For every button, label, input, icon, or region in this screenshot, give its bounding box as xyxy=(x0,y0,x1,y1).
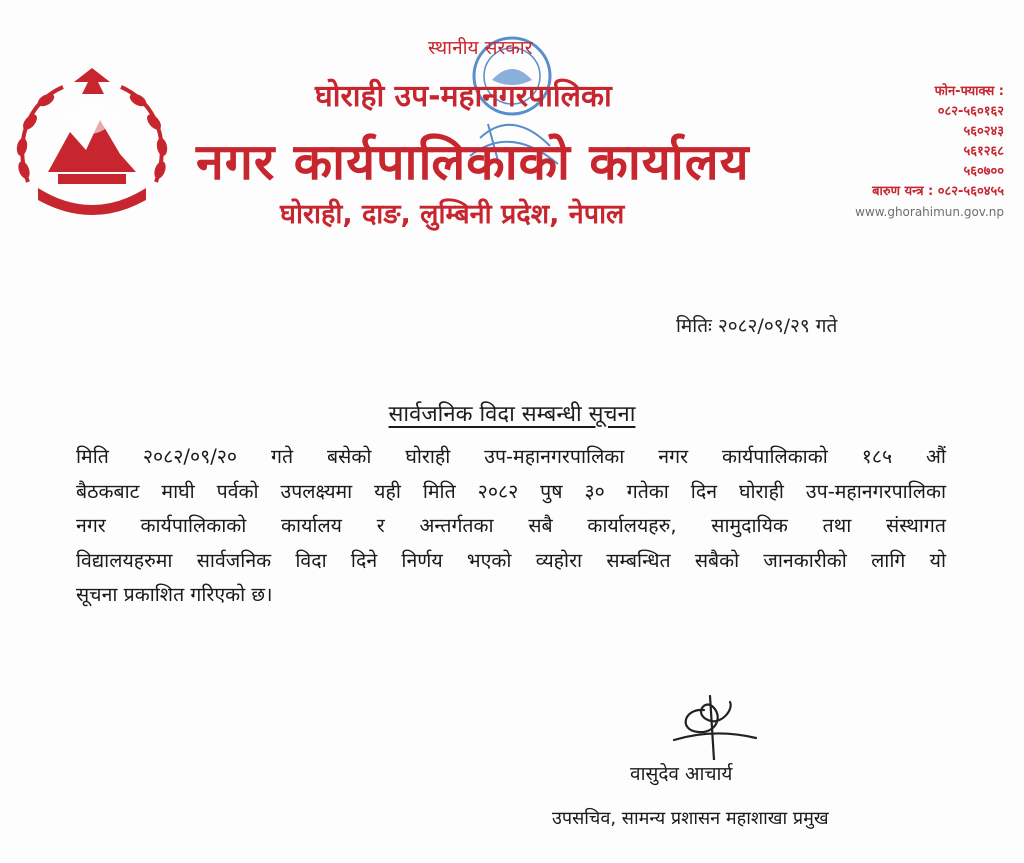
municipality-name: घोराही उप-महानगरपालिका xyxy=(315,79,612,114)
notice-title xyxy=(0,398,1024,428)
office-address: घोराही, दाङ, लुम्बिनी प्रदेश, नेपाल xyxy=(280,199,625,230)
notice-line: विद्यालयहरुमा सार्वजनिक विदा दिने निर्णय भएको व्यहोरा सम्बन्धित सबैको जानकारीको लागि यो xyxy=(76,548,946,572)
notice-line: बैठकबाट माघी पर्वको उपलक्ष्यमा यही मिति २०८२ पुष ३० गतेका दिन घोराही उप-महानगरपालिका xyxy=(76,479,946,503)
phone-number: ५६०७०० xyxy=(963,164,1004,179)
phone-fax-label: फोन-फ्याक्स : xyxy=(934,84,1004,99)
local-government-label: स्थानीय सरकार xyxy=(428,37,533,59)
notice-title-text: सार्वजनिक विदा सम्बन्धी सूचना xyxy=(388,402,636,427)
notice-line: मिति २०८२/०९/२० गते बसेको घोराही उप-महानगरपालिका नगर कार्यपालिकाको १८५ औं xyxy=(76,445,946,468)
signatory-name: वासुदेव आचार्य xyxy=(630,763,733,785)
signatory-designation: उपसचिव, सामन्य प्रशासन महाशाखा प्रमुख xyxy=(552,808,829,829)
office-name: नगर कार्यपालिकाको कार्यालय xyxy=(196,133,750,191)
notice-body xyxy=(76,440,946,613)
phone-number: ५६०२४३ xyxy=(963,124,1004,139)
fire-brigade-number: बारुण यन्त्र : ०८२-५६०४५५ xyxy=(872,184,1004,199)
notice-line: सूचना प्रकाशित गरिएको छ। xyxy=(76,583,273,606)
notice-line: नगर कार्यपालिकाको कार्यालय र अन्तर्गतका सबै कार्यालयहरु, सामुदायिक तथा संस्थागत xyxy=(76,514,946,537)
website-link[interactable]: www.ghorahimun.gov.np xyxy=(855,205,1004,219)
notice-date: मितिः २०८२/०९/२९ गते xyxy=(676,315,838,337)
phone-number: ५६१२६८ xyxy=(963,144,1004,159)
nepal-emblem-icon xyxy=(8,62,176,222)
phone-number: ०८२-५६०१६२ xyxy=(937,104,1004,119)
signature-mark xyxy=(664,680,764,760)
contact-block xyxy=(774,82,1004,222)
